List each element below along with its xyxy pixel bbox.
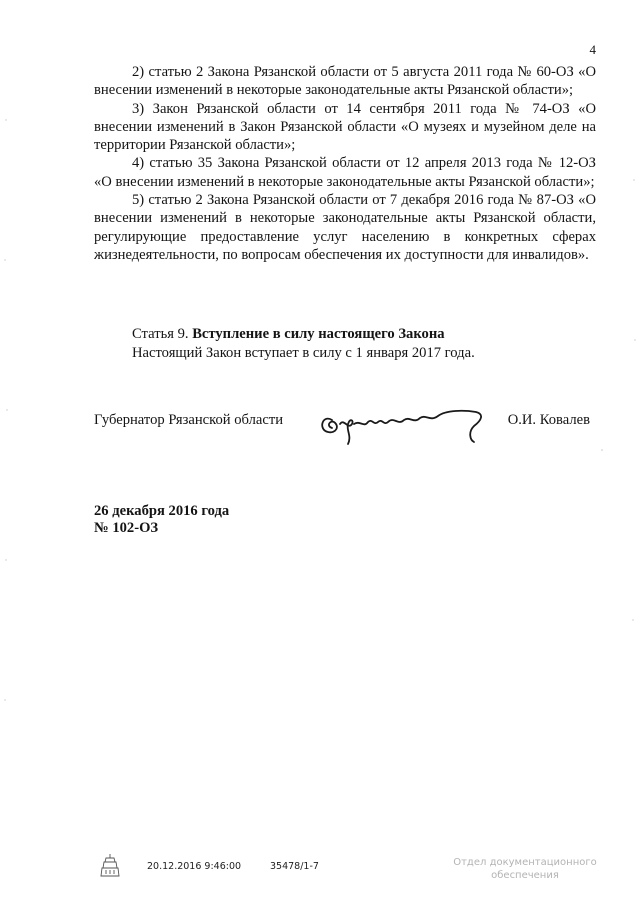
amendment-first-line: 3) Закон Рязанской области от 14 сентября 2011 года № 74-ОЗ (132, 100, 570, 117)
department-stamp (450, 856, 600, 882)
amendment-item (94, 100, 596, 155)
stamp-timestamp: 20.12.2016 9:46:00 (147, 861, 242, 872)
registry-stamp-icon (100, 852, 120, 878)
governor-name: О.И. Ковалев (507, 412, 590, 428)
governor-title: Губернатор Рязанской области (94, 412, 284, 428)
handwritten-signature (314, 400, 504, 448)
amendment-first-line: 5) статью 2 Закона Рязанской области от 7 декабря 2016 года № 87-ОЗ (132, 192, 574, 209)
date-block (94, 503, 229, 537)
amendment-item (94, 191, 596, 264)
department-line: Отдел документационного (453, 857, 597, 868)
page-number: 4 (589, 42, 596, 57)
amendment-title: «О внесении изменений в некоторые законодательные акты Рязанской области, регулирующие предоставление услуг населению в конкретных сферах жизнедеятельности, по вопросам обеспечения их доступности для инвалидов». (94, 192, 596, 263)
signing-date: 26 декабря 2016 года (94, 503, 230, 519)
amendment-first-line: 2) статью 2 Закона Рязанской области от 5 августа 2011 года № 60-ОЗ (132, 64, 574, 80)
footer (0, 852, 640, 892)
amendment-item (94, 63, 596, 100)
department-line: обеспечения (491, 870, 559, 881)
document-id: 35478/1-7 (270, 861, 319, 872)
article-heading: Вступление в силу настоящего Закона (192, 326, 445, 342)
amendment-title: «О внесении изменений в некоторые законодательные акты Рязанской области»; (94, 64, 597, 99)
signature-block (94, 400, 604, 460)
amendment-first-line: 4) статью 35 Закона Рязанской области от 12 апреля 2013 года № 12-ОЗ (132, 155, 596, 172)
article-text: Настоящий Закон вступает в силу с 1 января 2017 года. (132, 345, 475, 361)
article-number: Статья 9. (132, 326, 189, 342)
amendments-list (94, 63, 596, 264)
law-number: № 102-ОЗ (94, 520, 159, 536)
amendment-title: «О внесении изменений в Закон Рязанской области «О музеях и музейном деле на территории Рязанской области»; (94, 100, 596, 154)
amendment-title: «О внесении изменений в некоторые законодательные акты Рязанской области»; (94, 173, 595, 190)
article-heading-line (132, 325, 445, 343)
amendment-item (94, 154, 596, 191)
